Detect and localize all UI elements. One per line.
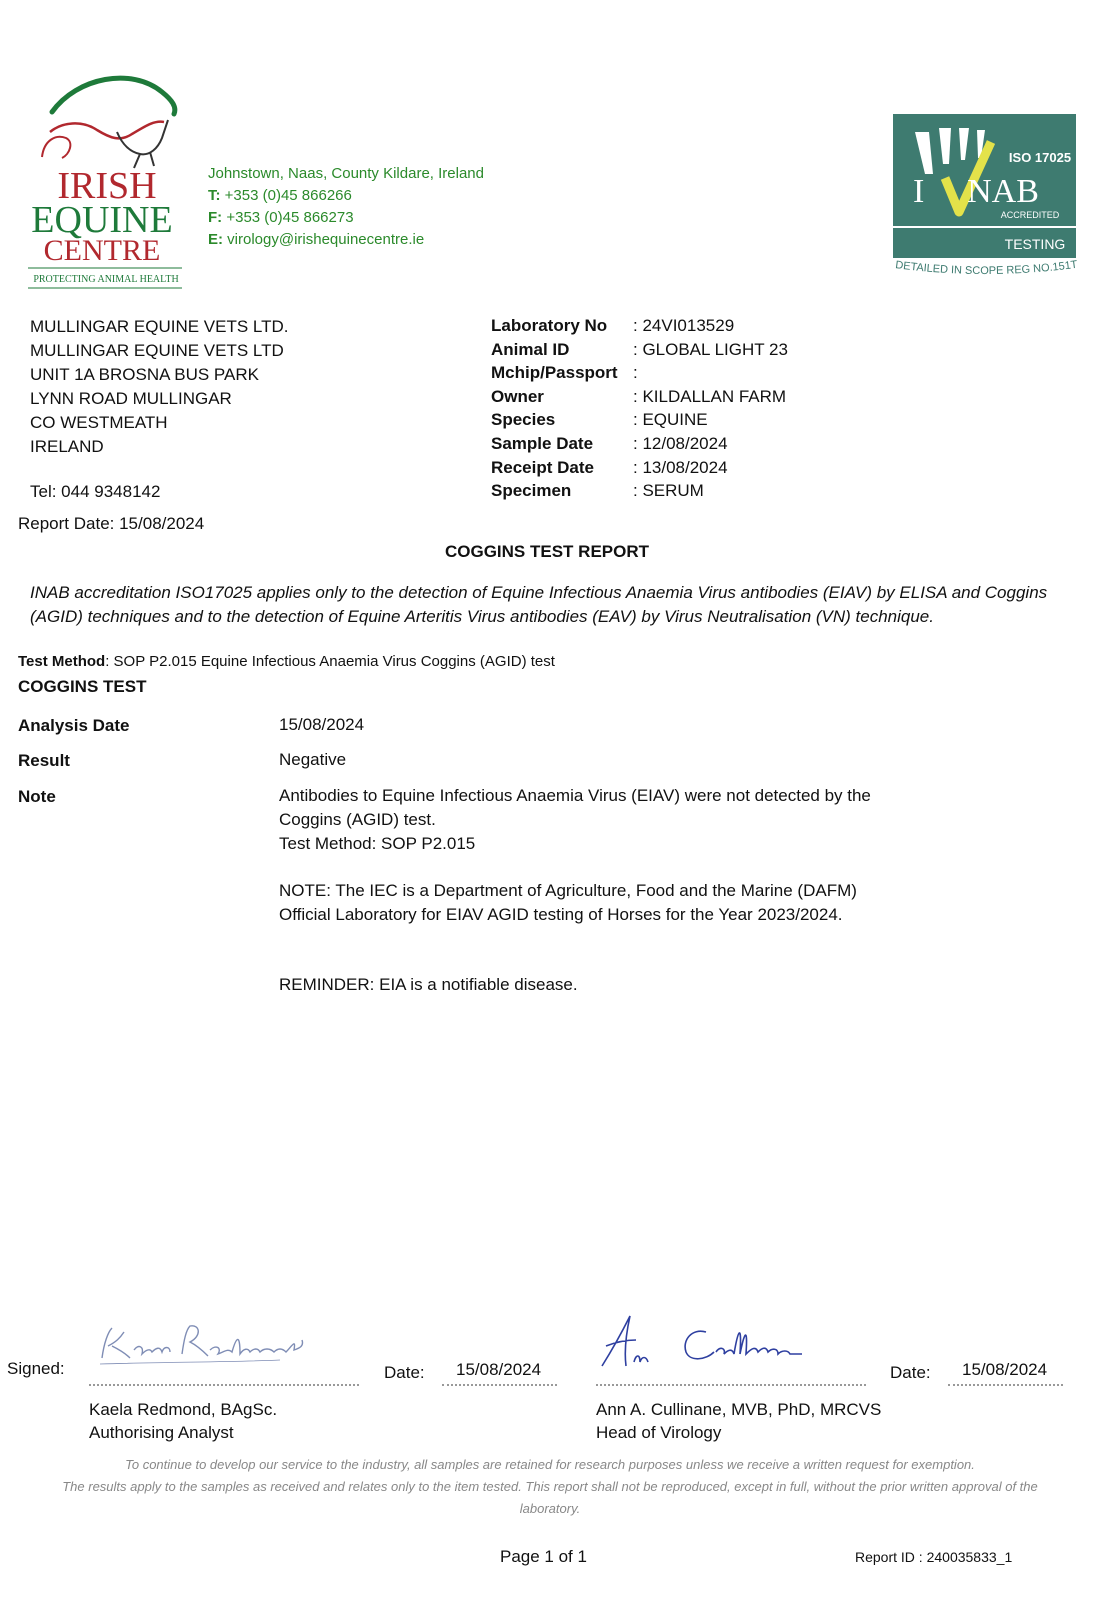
contact-fax: F: +353 (0)45 866273: [208, 209, 354, 226]
client-address: [30, 315, 289, 459]
inab-name-left: I: [913, 173, 925, 210]
logo-line1: IRISH: [57, 165, 157, 207]
client-address-line: LYNN ROAD MULLINGAR: [30, 389, 232, 408]
accreditation-disclaimer: INAB accreditation ISO17025 applies only to the detection of Equine Infectious Anaemia Virus antibodies (EIAV) by ELISA and Coggins (AGID) techniques and to the detection of Equine Arteritis Virus antibodies (EAV) by Virus Neutralisation (VN) technique.: [30, 583, 1048, 626]
signed-label: Signed:: [7, 1359, 65, 1378]
handwritten-signature-icon: [596, 1310, 826, 1370]
left-signatory-role: Authorising Analyst: [89, 1423, 234, 1442]
note-text-2: Test Method: SOP P2.015: [279, 834, 476, 853]
result-label: Result: [18, 751, 70, 770]
footer-line-2: The results apply to the samples as received and relates only to the item tested. This report shall not be reproduced, except in full, without the prior written approval of the laboratory.: [62, 1479, 1038, 1516]
svg-text:DETAILED IN SCOPE REG NO.151T: [895, 259, 1079, 277]
right-signatory-name: Ann A. Cullinane, MVB, PhD, MRCVS: [596, 1400, 882, 1419]
logo-line3: CENTRE: [43, 234, 161, 267]
report-title: COGGINS TEST REPORT: [444, 542, 650, 561]
inab-accredited: ACCREDITED: [1000, 210, 1060, 220]
sample-info-label: Species: [491, 410, 556, 430]
handwritten-signature-icon: [90, 1318, 360, 1368]
left-date-label: Date:: [384, 1363, 425, 1382]
sample-info-label: Sample Date: [491, 433, 594, 453]
inab-testing: TESTING: [1004, 236, 1066, 252]
client-address-line: MULLINGAR EQUINE VETS LTD: [30, 341, 284, 360]
contact-address: Johnstown, Naas, County Kildare, Ireland: [208, 165, 484, 182]
sample-info-value: :: [633, 363, 638, 383]
right-signatory: [596, 1398, 881, 1444]
sample-info-value: : 12/08/2024: [633, 433, 728, 453]
sample-info-value: : SERUM: [633, 481, 704, 501]
inab-iso: ISO 17025: [1008, 150, 1072, 165]
sample-info-row: [491, 387, 788, 411]
left-signature-line: [89, 1384, 359, 1386]
section-title: COGGINS TEST: [18, 677, 147, 696]
left-date-line: [442, 1384, 557, 1386]
sample-info-value: : 24VI013529: [633, 316, 735, 335]
sample-info-value: : KILDALLAN FARM: [633, 386, 787, 406]
sample-info-row: [491, 458, 788, 482]
sample-info-label: Owner: [491, 386, 544, 406]
sample-info-value: : EQUINE: [633, 410, 708, 430]
logo-tagline: PROTECTING ANIMAL HEALTH: [33, 274, 179, 285]
left-signatory: [89, 1398, 277, 1444]
right-date-label: Date:: [890, 1363, 931, 1382]
sample-info-label: Animal ID: [491, 339, 570, 359]
footer-disclaimer: [60, 1454, 1040, 1520]
left-signatory-name: Kaela Redmond, BAgSc.: [89, 1400, 278, 1419]
sample-info-value: : 13/08/2024: [633, 457, 728, 477]
right-signature-line: [596, 1384, 866, 1386]
note-text-4: REMINDER: EIA is a notifiable disease.: [279, 975, 578, 994]
sample-info-label: Mchip/Passport: [491, 363, 618, 383]
sample-info-label: Receipt Date: [491, 457, 594, 477]
note-text-3: NOTE: The IEC is a Department of Agriculture, Food and the Marine (DAFM) Official Laboratory for EIAV AGID testing of Horses for the Year 2023/2024.: [279, 881, 857, 924]
left-signature: [90, 1318, 360, 1368]
sample-info-row: [491, 410, 788, 434]
note-text-1: Antibodies to Equine Infectious Anaemia Virus (EIAV) were not detected by the Coggins (AGID) test.: [279, 786, 871, 829]
logo-line2: EQUINE: [31, 199, 173, 241]
contact-email: E: virology@irishequinecentre.ie: [208, 231, 425, 248]
sample-info-value: : GLOBAL LIGHT 23: [633, 339, 788, 359]
report-id: Report ID : 240035833_1: [855, 1549, 1013, 1565]
inab-name-right: NAB: [967, 173, 1039, 210]
footer-line-1: To continue to develop our service to the industry, all samples are retained for research purposes unless we receive a written request for exemption.: [125, 1457, 975, 1472]
sample-info-row: [491, 481, 788, 505]
right-date-line: [948, 1384, 1063, 1386]
client-tel: Tel: 044 9348142: [30, 482, 161, 501]
irish-equine-centre-logo: [22, 72, 192, 294]
analysis-date-value: 15/08/2024: [279, 715, 365, 734]
analysis-date-label: Analysis Date: [18, 716, 130, 735]
inab-accreditation-badge: [893, 114, 1083, 284]
sample-info-label: Specimen: [491, 481, 572, 501]
sample-info-row: [491, 316, 788, 340]
contact-block: [208, 163, 484, 251]
left-date-value: 15/08/2024: [456, 1360, 542, 1379]
inab-scope: DETAILED IN SCOPE REG NO.151T: [894, 258, 1079, 278]
right-signatory-role: Head of Virology: [596, 1423, 722, 1442]
sample-info-row: [491, 340, 788, 364]
sample-info-row: [491, 363, 788, 387]
client-address-line: CO WESTMEATH: [30, 413, 168, 432]
result-value: Negative: [279, 750, 347, 769]
client-address-line: UNIT 1A BROSNA BUS PARK: [30, 365, 259, 384]
inab-logo-icon: [893, 114, 1083, 284]
client-address-line: IRELAND: [30, 437, 104, 456]
right-date-value: 15/08/2024: [962, 1360, 1048, 1379]
horse-logo-icon: [22, 72, 192, 294]
note-label: Note: [18, 787, 56, 806]
sample-info-table: [491, 316, 788, 505]
test-method: Test Method: SOP P2.015 Equine Infectious Anaemia Virus Coggins (AGID) test: [18, 653, 555, 670]
report-date: Report Date: 15/08/2024: [18, 514, 205, 533]
client-address-line: MULLINGAR EQUINE VETS LTD.: [30, 317, 289, 336]
sample-info-label: Laboratory No: [491, 316, 608, 335]
sample-info-row: [491, 434, 788, 458]
right-signature: [596, 1310, 826, 1370]
page-number: Page 1 of 1: [500, 1547, 587, 1566]
contact-phone: T: +353 (0)45 866266: [208, 187, 352, 204]
